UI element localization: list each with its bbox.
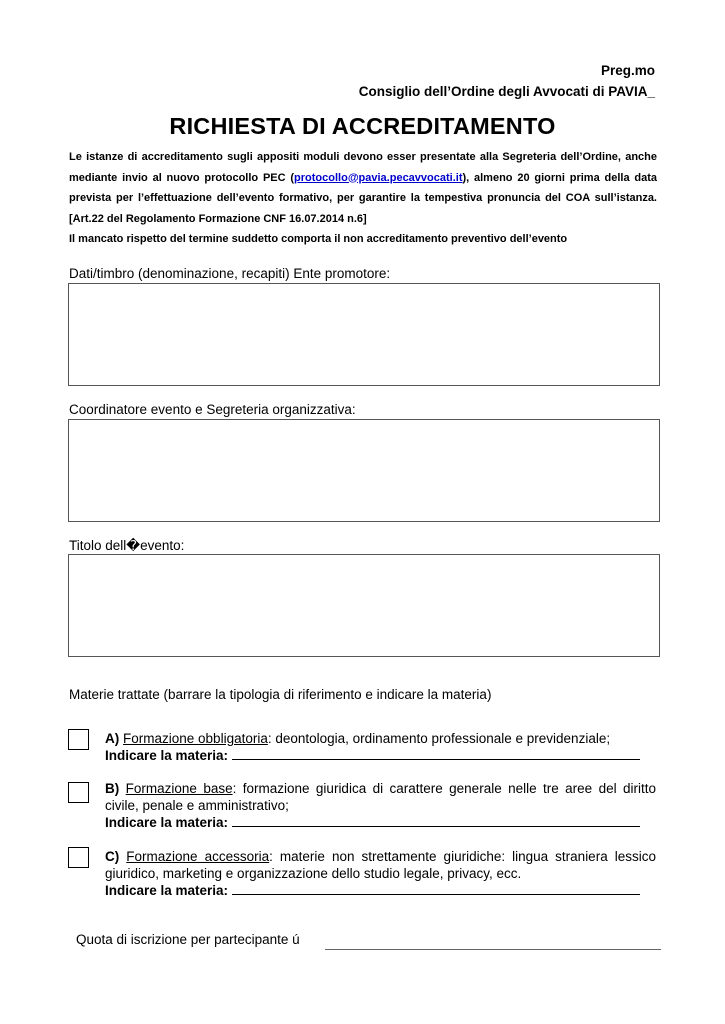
coordinatore-box[interactable] (68, 419, 660, 522)
coordinatore-label: Coordinatore evento e Segreteria organizzativa: (69, 402, 356, 417)
intro-part1: Le istanze di accreditamento sugli appositi moduli devono esser presentate alla Segreteria dell’Ordine, anche mediante invio al nuovo protocollo PEC ( (69, 151, 657, 184)
intro-part3: Il mancato rispetto del termine suddetto comporta il non accreditamento preventivo dell’evento (69, 233, 568, 245)
letter-c: C) (105, 849, 120, 864)
checkbox-c[interactable] (68, 847, 89, 868)
titolo-label: Titolo dell�evento: (69, 538, 185, 553)
materia-a (105, 730, 656, 764)
name-c: Formazione accessoria (126, 849, 270, 864)
page-title: RICHIESTA DI ACCREDITAMENTO (169, 113, 556, 139)
desc-b: : formazione giuridica di carattere generale nelle tre aree del diritto civile, penale e amministrativo; (105, 781, 656, 813)
pec-email-link[interactable]: protocollo@pavia.pecavvocati.it (294, 171, 463, 184)
desc-c: : materie non strettamente giuridiche: lingua straniera lessico giuridico, marketing e organizzazione dello studio legale, privacy, ecc. (105, 849, 656, 881)
quota-input-line[interactable] (325, 949, 661, 950)
indicare-line-c[interactable] (232, 882, 640, 895)
desc-a: : deontologia, ordinamento professionale e previdenziale; (267, 731, 611, 746)
checkbox-a[interactable] (68, 729, 89, 750)
indicare-label-a: Indicare la materia: (105, 748, 229, 763)
ente-box[interactable] (68, 283, 660, 386)
titolo-box[interactable] (68, 554, 660, 657)
materia-c (105, 848, 656, 899)
name-a: Formazione obbligatoria (123, 731, 268, 746)
letter-b: B) (105, 781, 120, 796)
materie-heading: Materie trattate (barrare la tipologia di riferimento e indicare la materia) (69, 687, 492, 702)
ente-label: Dati/timbro (denominazione, recapiti) Ente promotore: (69, 266, 391, 281)
letter-a: A) (105, 731, 120, 746)
intro-part2: ), almeno 20 giorni prima della data prevista per l’effettuazione dell’evento formativo, per garantire la tempestiva pronuncia del COA sull’istanza. [Art.22 del Regolamento Formazione CNF 16.07.2014 n.6] (69, 171, 657, 225)
indicare-label-b: Indicare la materia: (105, 815, 229, 830)
addressee-line1: Preg.mo (600, 63, 655, 78)
checkbox-b[interactable] (68, 782, 89, 803)
indicare-line-b[interactable] (232, 814, 640, 827)
indicare-label-c: Indicare la materia: (105, 883, 229, 898)
addressee-line2: Consiglio dell’Ordine degli Avvocati di PAVIA_ (358, 84, 655, 99)
name-b: Formazione base (125, 781, 233, 796)
indicare-line-a[interactable] (232, 747, 640, 760)
quota-label: Quota di iscrizione per partecipante ú (76, 932, 300, 947)
materia-b (105, 780, 656, 831)
intro-paragraph (69, 147, 657, 250)
